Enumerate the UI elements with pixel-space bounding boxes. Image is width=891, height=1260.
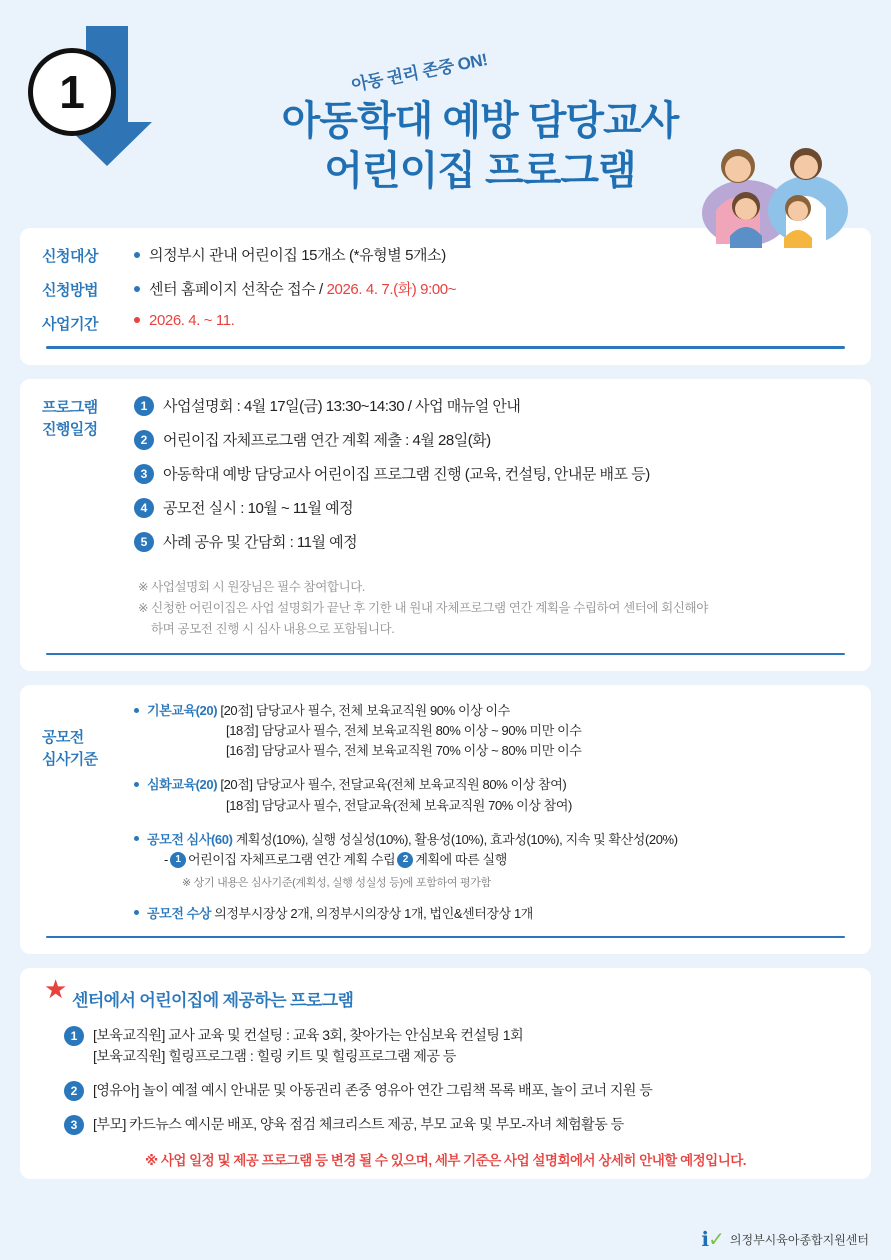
schedule-item [134,395,849,416]
bullet-dot-icon [134,708,139,713]
criteria-item-star: ※ 상기 내용은 심사기준(계획성, 실행 성실성 등)에 포함하여 평가함 [182,876,491,889]
criteria-item-head [134,830,849,850]
provided-item [64,1080,849,1101]
criteria-item-head [134,775,849,795]
criteria-label-line2: 심사기준 [42,750,98,768]
provided-footnote: ※ 사업 일정 및 제공 프로그램 등 변경 될 수 있으며, 세부 기준은 사업 설명회에서 상세히 안내할 예정입니다. [144,1152,747,1168]
bullet-dot-icon [134,317,140,323]
provided-item-text [93,1114,624,1135]
provided-item-line2: [보육교직원] 힐링프로그램 : 힐링 키트 및 힐링프로그램 제공 등 [93,1047,456,1064]
brand-footer [702,1227,869,1252]
criteria-item [134,775,849,815]
divider [46,936,845,938]
info-value-method: 센터 홈페이지 선착순 접수 / [149,281,327,298]
criteria-item-key: 기본교육(20) [147,703,218,718]
bullet-dot-icon [134,286,140,292]
application-info-card [20,228,871,365]
criteria-card [20,685,871,954]
criteria-item-headtext: 의정부시장상 2개, 의정부시의장상 1개, 법인&센터장상 1개 [214,905,533,921]
schedule-item-text: 아동학대 예방 담당교사 어린이집 프로그램 진행 (교육, 컨설팅, 안내문 배포 등) [163,466,650,483]
step-circle-icon: 1 [170,852,186,868]
criteria-section [42,701,849,926]
schedule-item-text: 어린이집 자체프로그램 연간 계획 제출 : 4월 28일(화) [163,432,491,449]
schedule-card [20,379,871,671]
criteria-item-sub: [18점] 담당교사 필수, 전달교육(전체 보육교직원 70% 이상 참여) [226,797,572,813]
step-circle-icon: 5 [134,532,154,552]
criteria-detail-mid: 어린이집 자체프로그램 연간 계획 수립 [187,851,396,867]
criteria-item [134,701,849,761]
step-circle-icon: 3 [64,1115,84,1135]
header-kicker: 아동 권리 존중 ON! [349,49,489,95]
info-text-target [134,244,446,265]
info-label-method: 신청방법 [42,282,98,299]
criteria-item-key: 공모전 수상 [147,905,212,921]
criteria-item [134,904,849,924]
info-row-period [42,312,849,334]
criteria-item-headtext: [20점] 담당교사 필수, 전달교육(전체 보육교직원 80% 이상 참여) [220,777,567,793]
family-illustration-icon [686,138,861,248]
info-value-period: 2026. 4. ~ 11. [149,312,235,329]
bullet-dot-icon [134,836,139,841]
provided-item-line1: [보육교직원] 교사 교육 및 컨설팅 : 교육 3회, 찾아가는 안심보육 컨설팅 1회 [93,1026,524,1043]
criteria-item-headtext: 계획성(10%), 실행 성실성(10%), 활용성(10%), 효과성(10%), 지속 및 확산성(20%) [235,831,678,847]
schedule-note: ※ 신청한 어린이집은 사업 설명회가 끝난 후 기한 내 원내 자체프로그램 연간 계획을 수립하여 센터에 회신해야 [138,601,708,615]
step-circle-icon: 1 [134,396,154,416]
criteria-detail-post: 계획에 따른 실행 [415,851,507,867]
info-label-period: 사업기간 [42,316,98,333]
criteria-item-headtext: [20점] 담당교사 필수, 전체 보육교직원 90% 이상 이수 [220,703,510,718]
provided-item-line1: [부모] 카드뉴스 예시문 배포, 양육 점검 체크리스트 제공, 부모 교육 및 부모-자녀 체험활동 등 [93,1115,624,1132]
schedule-item-text: 사례 공유 및 간담회 : 11월 예정 [163,534,358,551]
provided-programs-title: 센터에서 어린이집에 제공하는 프로그램 [72,990,354,1010]
schedule-notes [42,577,849,639]
schedule-item [134,531,849,552]
schedule-section [42,395,849,565]
criteria-label-line1: 공모전 [42,729,84,746]
criteria-items [134,701,849,926]
step-circle-icon: 2 [134,430,154,450]
step-circle-icon: 2 [64,1081,84,1101]
center-logo-icon: ℹ✓ [701,1229,724,1251]
page-title-line2: 어린이집 프로그램 [324,149,636,193]
info-text-method [134,278,456,299]
info-row-method [42,278,849,300]
step-badge: 1 [28,48,116,136]
schedule-item-text: 사업설명회 : 4월 17일(금) 13:30~14:30 / 사업 매뉴얼 안내 [163,398,521,415]
criteria-item-sub: [18점] 담당교사 필수, 전체 보육교직원 80% 이상 ~ 90% 미만 이수 [226,723,582,739]
schedule-note: ※ 사업설명회 시 원장님은 필수 참여합니다. [138,580,365,594]
schedule-label [42,395,134,565]
criteria-item-sub: [16점] 담당교사 필수, 전체 보육교직원 70% 이상 ~ 80% 미만 이수 [226,743,582,759]
criteria-item-key: 공모전 심사(60) [147,831,233,847]
step-circle-icon: 2 [397,852,413,868]
schedule-item [134,497,849,518]
criteria-label [42,701,134,926]
provided-programs-card [20,968,871,1179]
page-title-line1: 아동학대 예방 담당교사 [281,99,679,143]
provided-item [64,1025,849,1067]
step-circle-icon: 4 [134,498,154,518]
schedule-label-line2: 진행일정 [42,420,98,438]
schedule-item [134,429,849,450]
provided-item [64,1114,849,1135]
schedule-item [134,463,849,484]
bullet-dot-icon [134,910,139,915]
poster-header [20,18,871,228]
criteria-item [134,830,849,890]
provided-item-text [93,1025,523,1067]
step-circle-icon: 3 [134,464,154,484]
divider [46,346,845,349]
provided-item-text [93,1080,652,1101]
star-icon: ★ [44,973,68,1004]
info-value-method-date: 2026. 4. 7.(화) 9:00~ [326,281,457,298]
criteria-item-head [134,904,849,924]
info-text-period [134,312,234,329]
criteria-item-key: 심화교육(20) [147,777,218,793]
brand-name: 의정부시육아종합지원센터 [729,1233,869,1247]
divider [46,653,845,655]
step-circle-icon: 1 [64,1026,84,1046]
schedule-note: 하며 공모전 진행 시 심사 내용으로 포함됩니다. [151,622,395,636]
bullet-dot-icon [134,782,139,787]
schedule-item-text: 공모전 실시 : 10월 ~ 11월 예정 [163,500,354,517]
schedule-items [134,395,849,565]
info-value-target: 의정부시 관내 어린이집 15개소 (*유형별 5개소) [149,247,446,264]
bullet-dot-icon [134,252,140,258]
schedule-label-line1: 프로그램 [42,399,98,416]
provided-item-line1: [영유아] 놀이 예절 예시 안내문 및 아동권리 존중 영유아 연간 그림책 목록 배포, 놀이 코너 지원 등 [93,1081,653,1098]
criteria-item-head [134,701,849,721]
criteria-detail-pre: - [164,851,168,867]
criteria-item-detail [134,850,849,871]
info-label-target: 신청대상 [42,248,98,265]
